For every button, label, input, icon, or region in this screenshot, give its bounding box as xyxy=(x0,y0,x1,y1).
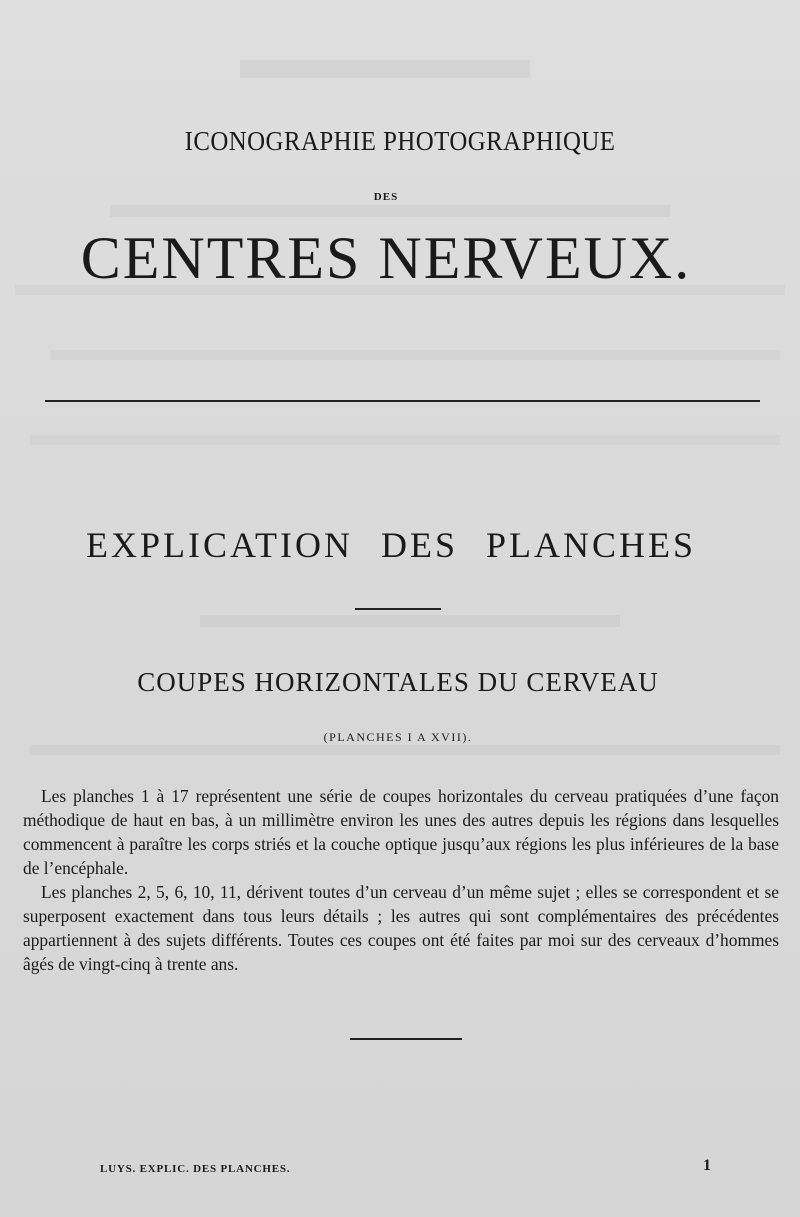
show-through-ghost xyxy=(30,745,780,755)
show-through-ghost xyxy=(200,615,620,627)
short-rule xyxy=(355,608,441,610)
horizontal-rule xyxy=(45,400,760,402)
title-line-1: ICONOGRAPHIE PHOTOGRAPHIQUE xyxy=(184,126,616,156)
show-through-ghost xyxy=(30,435,780,445)
paragraph: Les planches 1 à 17 représentent une série de coupes horizontales du cerveau pratiquées d’une façon méthodique de haut en bas, à un millimètre environ les unes des autres depuis les régions dans lesquelles commencent à paraître les corps striés et la couche optique jusqu’aux régions les plus inférieures de la base de l’encéphale. xyxy=(23,786,779,878)
section-heading: EXPLICATION DES PLANCHES xyxy=(85,525,697,565)
closing-rule xyxy=(350,1038,462,1040)
title-connector: DES xyxy=(373,191,399,203)
section-subheading: COUPES HORIZONTALES DU CERVEAU xyxy=(137,667,659,697)
title-line-2: CENTRES NERVEUX. xyxy=(80,225,692,291)
show-through-ghost xyxy=(240,60,530,78)
page-number: 1 xyxy=(703,1157,711,1174)
running-title: LUYS. EXPLIC. DES PLANCHES. xyxy=(100,1163,291,1175)
body-text xyxy=(23,784,779,976)
show-through-ghost xyxy=(110,205,670,217)
paragraph: Les planches 2, 5, 6, 10, 11, dérivent toutes d’un cerveau d’un même sujet ; elles se correspondent et se superposent exactement dans tous leurs détails ; les autres qui sont complémentaires des précédentes appartiennent à des sujets différents. Toutes ces coupes ont été faites par moi sur des cerveaux d’hommes âgés de vingt-cinq à trente ans. xyxy=(23,882,779,974)
planches-range: (PLANCHES I A XVII). xyxy=(323,730,473,744)
show-through-ghost xyxy=(50,350,780,360)
